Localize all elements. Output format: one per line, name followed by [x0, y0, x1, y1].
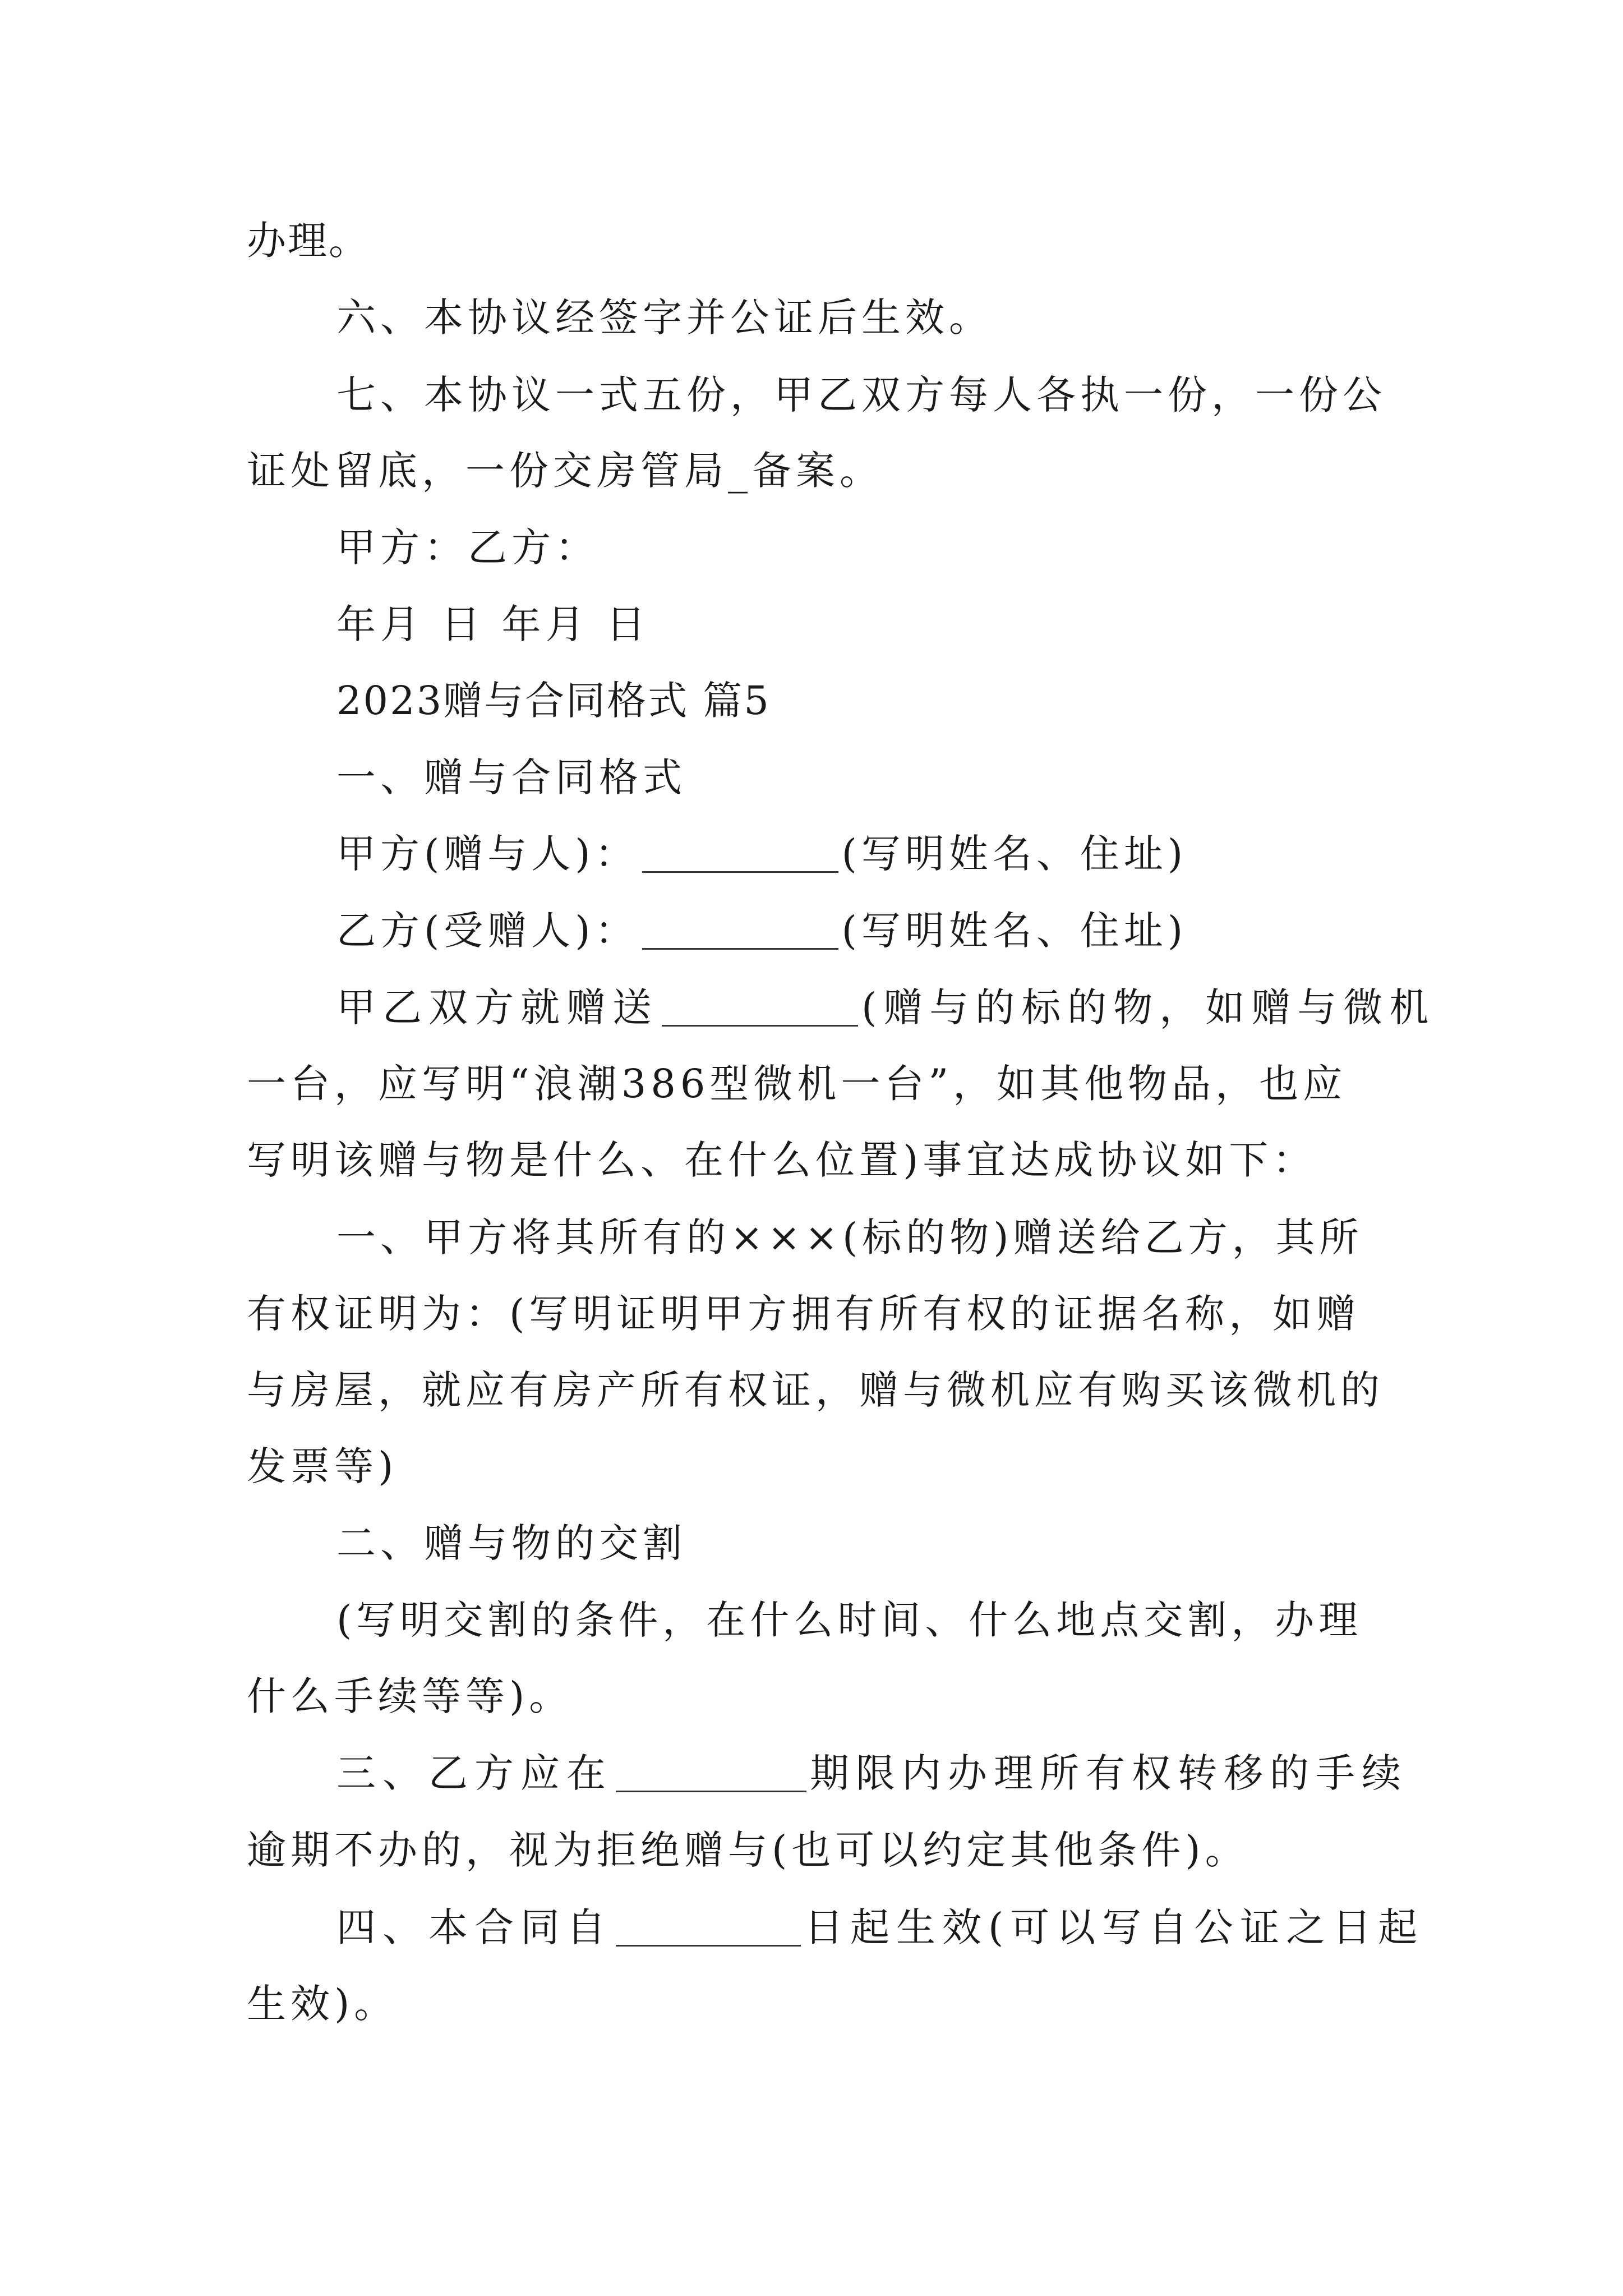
- signature-dates: 年月 日 年月 日: [336, 601, 650, 647]
- gift-statement-note: (赠与的标的物，如赠与微机: [861, 984, 1436, 1030]
- article-three-label: 三、乙方应在: [336, 1750, 612, 1796]
- clause-seven: 七、本协议一式五份，甲乙双方每人各执一份，一份公: [336, 372, 1386, 418]
- gift-statement-line: [336, 982, 1435, 1033]
- text-line: 办理。: [247, 218, 370, 264]
- text-line: 有权证明为：(写明证明甲方拥有所有权的证据名称，如赠: [247, 1291, 1361, 1337]
- section-subheading: 一、赠与合同格式: [336, 754, 686, 800]
- text-line: 逾期不办的，视为拒绝赠与(也可以约定其他条件)。: [247, 1827, 1249, 1873]
- fill-blank: [662, 991, 858, 1027]
- text-line: 一台，应写明“浪潮386型微机一台”，如其他物品，也应: [247, 1061, 1347, 1107]
- text-line: 与房屋，就应有房产所有权证，赠与微机应有购买该微机的: [247, 1367, 1384, 1413]
- article-four-label: 四、本合同自: [336, 1904, 612, 1950]
- article-three-text: 期限内办理所有权转移的手续: [810, 1750, 1408, 1796]
- text-line: 写明该赠与物是什么、在什么位置)事宜达成协议如下：: [247, 1137, 1317, 1183]
- fill-blank: [642, 838, 838, 873]
- article-one: 一、甲方将其所有的×××(标的物)赠送给乙方，其所: [336, 1214, 1363, 1260]
- text-line: 证处留底，一份交房管局_备案。: [247, 448, 883, 494]
- gift-statement-label: 甲乙双方就赠送: [336, 984, 658, 1030]
- article-four-text: 日起生效(可以写自公证之日起: [804, 1904, 1424, 1950]
- signature-parties: 甲方：乙方：: [336, 524, 599, 570]
- fill-blank: [616, 1911, 801, 1947]
- article-four-line: [336, 1902, 1424, 1953]
- clause-six: 六、本协议经签字并公证后生效。: [336, 295, 993, 341]
- article-three-line: [336, 1747, 1408, 1799]
- party-b-line: [336, 905, 1187, 956]
- text-line: 什么手续等等)。: [247, 1673, 573, 1719]
- article-two-heading: 二、赠与物的交割: [336, 1520, 686, 1566]
- fill-blank: [616, 1757, 806, 1792]
- party-b-note: (写明姓名、住址): [841, 908, 1188, 954]
- party-a-label: 甲方(赠与人)：: [336, 831, 639, 877]
- party-a-line: [336, 828, 1187, 880]
- party-b-label: 乙方(受赠人)：: [336, 908, 639, 954]
- section-heading: 2023赠与合同格式 篇5: [336, 678, 771, 724]
- text-line: 生效)。: [247, 1981, 398, 2027]
- fill-blank: [642, 914, 838, 950]
- text-line: (写明交割的条件，在什么时间、什么地点交割，办理: [336, 1597, 1363, 1643]
- party-a-note: (写明姓名、住址): [841, 831, 1188, 877]
- text-line: 发票等): [247, 1443, 398, 1489]
